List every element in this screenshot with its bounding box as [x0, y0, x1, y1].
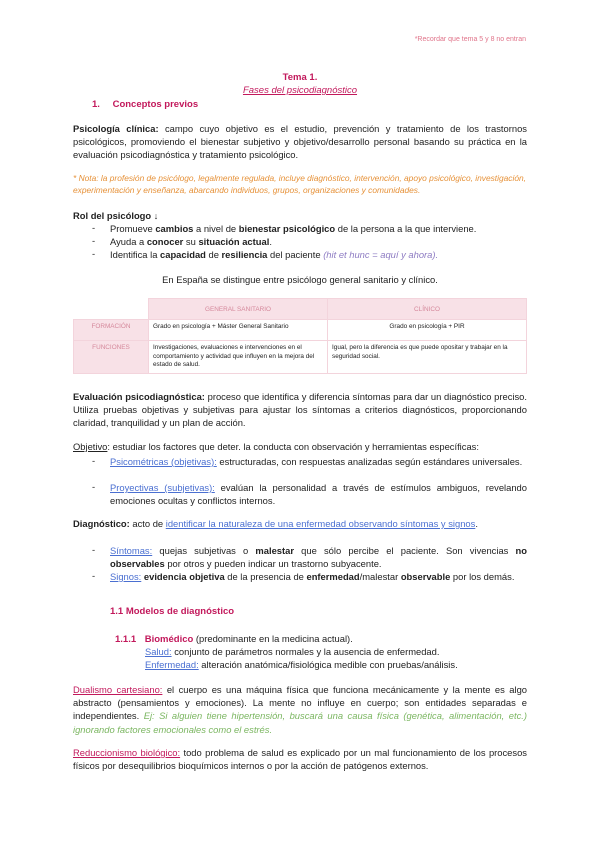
reduccionismo-label: Reduccionismo biológico: — [73, 747, 181, 758]
sintomas-link[interactable]: Síntomas: — [110, 545, 153, 556]
row-label: FUNCIONES — [74, 341, 149, 374]
psicometricas-link[interactable]: Psicométricas (objetivas): — [110, 456, 217, 467]
rol-item: Identifica la capacidad de resiliencia del paciente (hit et hunc = aquí y ahora). — [110, 249, 439, 260]
signos-item: Signos: evidencia objetiva de la presencia de enfermedad/malestar observable por los demás. — [110, 571, 515, 582]
dualismo-example: Ej: Si alguien tiene hipertensión, buscará una causa física (genética, alimentación, etc.) ignorando factores emocionales como el estrés. — [73, 710, 527, 735]
latin-phrase: (hit et hunc = aquí y ahora). — [323, 249, 439, 260]
arrow-down-icon: ↓ — [153, 211, 159, 221]
dash-bullet: - — [92, 455, 96, 466]
salud-line: Salud: conjunto de parámetros normales y la ausencia de enfermedad. — [145, 646, 440, 657]
table-header: GENERAL SANITARIO — [149, 299, 328, 320]
rol-title: Rol del psicólogo — [73, 210, 152, 221]
page-title: Tema 1. — [282, 72, 318, 83]
section-label: Conceptos previos — [112, 99, 199, 110]
proyectivas-link[interactable]: Proyectivas (subjetivas): — [110, 482, 215, 493]
psicologia-clinica-paragraph — [73, 122, 527, 162]
table-row — [74, 320, 527, 341]
objetivo-item: Proyectivas (subjetivas): evalúan la personalidad a través de estímulos ambiguos, revelando emociones ocultas y conflictos internos. — [110, 482, 527, 507]
rol-item: Ayuda a conocer su situación actual. — [110, 236, 272, 247]
corner-note: *Recordar que tema 5 y 8 no entran — [414, 36, 526, 43]
section-heading — [92, 99, 198, 110]
dash-bullet: - — [92, 235, 96, 246]
evaluacion-paragraph: Evaluación psicodiagnóstica: proceso que identifica y diferencia síntomas para dar un diagnóstico preciso. Utiliza pruebas objetivas y subjetivas para ajustar los síntomas a criterios diagnósticos, proporcionando claridad, tranquilidad y un plan de acción. — [73, 391, 527, 429]
dualismo-label: Dualismo cartesiano: — [73, 684, 163, 695]
table-cell: Investigaciones, evaluaciones e intervenciones en el comportamiento y actividad que influyen en la mejora del estado de salud. — [149, 341, 328, 374]
row-label: FORMACIÓN — [74, 320, 149, 341]
objetivo-line: Objetivo: estudiar los factores que deter. la conducta con observación y herramientas específicas: — [73, 441, 479, 452]
enfermedad-link[interactable]: Enfermedad: — [145, 659, 199, 670]
section-number: 1. — [92, 99, 100, 110]
dash-bullet: - — [92, 248, 96, 259]
rol-item: Promueve cambios a nivel de bienestar psicológico de la persona a la que interviene. — [110, 223, 477, 234]
dash-bullet: - — [92, 544, 96, 555]
salud-link[interactable]: Salud: — [145, 646, 172, 657]
modelos-heading: 1.1 Modelos de diagnóstico — [110, 606, 235, 617]
dash-bullet: - — [92, 481, 96, 492]
table-cell: Grado en psicología + PIR — [328, 320, 527, 341]
objetivo-item: Psicométricas (objetivas): estructuradas, con respuestas analizadas según estándares universales. — [110, 456, 523, 467]
definition: campo cuyo objetivo es el estudio, prevención y tratamiento de los trastornos psicológicos, promoviendo el bienestar subjetivo y objetivo/desarrollo personal basando su práctica en la evaluación psicodiagnóstica y tratamiento psicológico. — [73, 123, 527, 161]
dash-bullet: - — [92, 222, 96, 233]
note-paragraph: * Nota: la profesión de psicólogo, legalmente regulada, incluye diagnóstico, intervención, apoyo psicológico, investigación, experimentación y enseñanza, abarcando individuos, grupos, organizaciones y comunidades. — [73, 173, 526, 195]
sintomas-item: Síntomas: quejas subjetivas o malestar que sólo percibe el paciente. Son vivencias no observables por otros y pueden indicar un trastorno subyacente. — [110, 545, 527, 570]
dash-bullet: - — [92, 570, 96, 581]
table-cell: Igual, pero la diferencia es que puede opositar y trabajar en la seguridad social. — [328, 341, 527, 374]
dualismo-paragraph: Dualismo cartesiano: el cuerpo es una máquina física que funciona mecánicamente y la mente es algo abstracto (pensamientos y emociones). La mente no influye en cuerpo; son entidades separadas e independientes. Ej: Si alguien tiene hipertensión, buscará una causa física (genética, alimentación, etc.) ignorando factores emocionales como el estrés. — [73, 684, 527, 735]
page-subtitle: Fases del psicodiagnóstico — [242, 85, 358, 96]
table-corner — [74, 299, 149, 320]
diagnostico-line: Diagnóstico: acto de identificar la naturaleza de una enfermedad observando síntomas y signos. — [73, 518, 478, 529]
table-cell: Grado en psicología + Máster General Sanitario — [149, 320, 328, 341]
comparison-table — [73, 298, 527, 374]
term: Psicología clínica: — [73, 123, 159, 134]
table-row — [74, 341, 527, 374]
signos-link[interactable]: Signos: — [110, 571, 142, 582]
diagnostico-link[interactable]: identificar la naturaleza de una enfermedad observando síntomas y signos — [165, 518, 476, 529]
biomedico-line: 1.1.1 Biomédico (predominante en la medicina actual). — [115, 633, 353, 645]
reduccionismo-paragraph: Reduccionismo biológico: todo problema de salud es explicado por un mal funcionamiento de los procesos físicos por desequilibrios bioquímicos internos o por la acción de patógenos externos. — [73, 747, 527, 772]
table-header: CLÍNICO — [328, 299, 527, 320]
enfermedad-line: Enfermedad: alteración anatómica/fisiológica medible con pruebas/análisis. — [145, 659, 458, 670]
espana-line: En España se distingue entre psicólogo general sanitario y clínico. — [162, 274, 438, 285]
